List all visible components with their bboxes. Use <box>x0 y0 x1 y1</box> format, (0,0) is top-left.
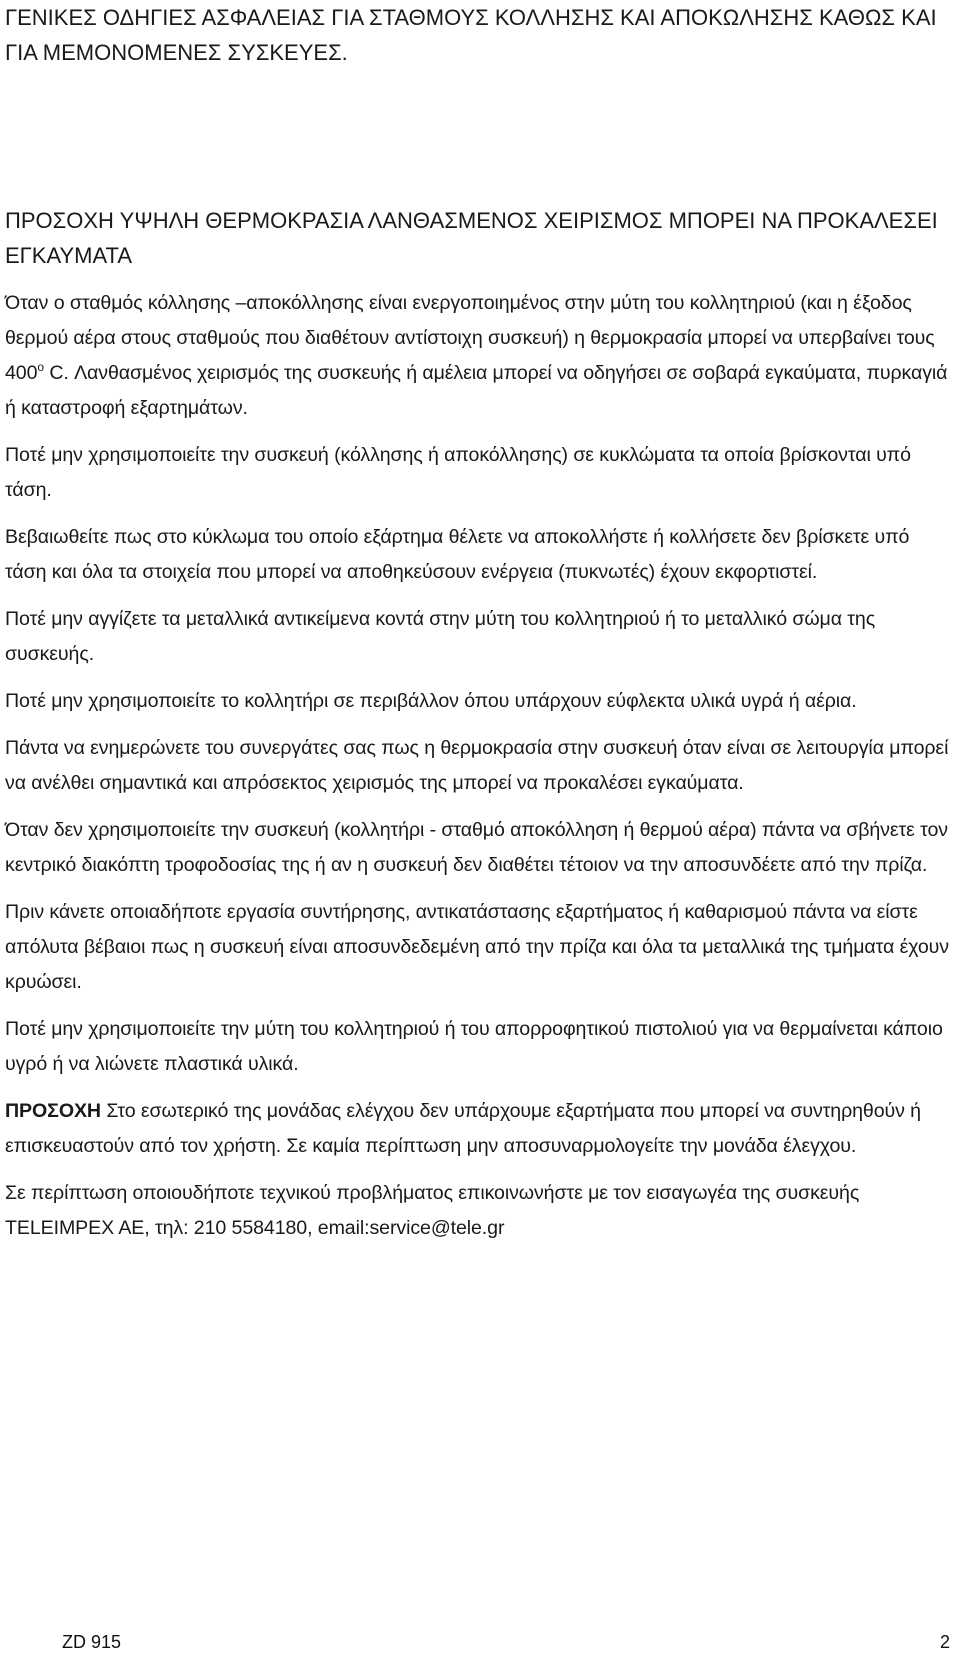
paragraph-temperature <box>5 286 950 426</box>
footer-page-number: 2 <box>939 1632 950 1652</box>
paragraph-no-live-circuits: Ποτέ μην χρησιμοποιείτε την συσκευή (κόλλησης ή αποκόλλησης) σε κυκλώματα τα οποία βρίσκονται υπό τάση. <box>5 444 911 501</box>
paragraph-no-touch-metal: Ποτέ μην αγγίζετε τα μεταλλικά αντικείμενα κοντά στην μύτη του κολλητηριού ή το μεταλλικό σώμα της συσκευής. <box>5 608 876 665</box>
paragraph-switch-off: Όταν δεν χρησιμοποιείτε την συσκευή (κολλητήρι - σταθμό αποκόλληση ή θερμού αέρα) πάντα να σβήνετε τον κεντρικό διακόπτη τροφοδοσίας της ή αν η συσκευή δεν διαθέτει τέτοιον να την αποσυνδέετε από την πρίζα. <box>5 819 948 876</box>
paragraph-contact-importer: Σε περίπτωση οποιουδήποτε τεχνικού προβλήματος επικοινωνήστε με τον εισαγωγέα της συσκευής TELEIMPEX AE, τηλ: 210 5584180, email:service@tele.gr <box>5 1182 860 1239</box>
degree-symbol: ο <box>37 360 44 374</box>
document-page <box>5 0 950 1246</box>
heading-general-safety: ΓΕΝΙΚΕΣ ΟΔΗΓΙΕΣ ΑΣΦΑΛΕΙΑΣ ΓΙΑ ΣΤΑΘΜΟΥΣ ΚΟΛΛΗΣΗΣ ΚΑΙ ΑΠΟΚΩΛΗΣΗΣ ΚΑΘΩΣ ΚΑΙ ΓΙΑ ΜΕΜΟΝΟΜΕΝΕΣ ΣΥΣΚΕΥΕΣ. <box>5 5 937 65</box>
paragraph-verify-no-voltage: Βεβαιωθείτε πως στο κύκλωμα του οποίο εξάρτημα θέλετε να αποκολλήστε ή κολλήσετε δεν βρίσκετε υπό τάση και όλα τα στοιχεία που μπορεί να αποθηκεύσουν ενέργεια (πυκνωτές) έχουν εκφορτιστεί. <box>5 526 910 583</box>
paragraph-inform-coworkers: Πάντα να ενημερώνετε του συνεργάτες σας πως η θερμοκρασία στην συσκευή όταν είναι σε λειτουργία μπορεί να ανέλθει σημαντικά και απρόσεκτος χειρισμός της μπορεί να προκαλέσει εγκαύματα. <box>5 737 949 794</box>
footer-model: ZD 915 <box>62 1632 122 1652</box>
paragraph-maintenance: Πριν κάνετε οποιαδήποτε εργασία συντήρησης, αντικατάστασης εξαρτήματος ή καθαρισμού πάντα να είστε απόλυτα βέβαιοι πως η συσκευή είναι αποσυνδεδεμένη από την πρίζα και όλα τα μεταλλικά της τμήματα έχουν κρυώσει. <box>5 901 949 993</box>
paragraph-temperature-part2: C. Λανθασμένος χειρισμός της συσκευής ή αμέλεια μπορεί να οδηγήσει σε σοβαρά εγκαύματα, πυρκαγιά ή καταστροφή εξαρτημάτων. <box>5 362 948 419</box>
heading-high-temperature-warning: ΠΡΟΣΟΧΗ ΥΨΗΛΗ ΘΕΡΜΟΚΡΑΣΙΑ ΛΑΝΘΑΣΜΕΝΟΣ ΧΕΙΡΙΣΜΟΣ ΜΠΟΡΕΙ ΝΑ ΠΡΟΚΑΛΕΣΕΙ ΕΓΚΑΥΜΑΤΑ <box>5 208 938 268</box>
paragraph-flammable-environment: Ποτέ μην χρησιμοποιείτε το κολλητήρι σε περιβάλλον όπου υπάρχουν εύφλεκτα υλικά υγρά ή αέρια. <box>5 690 857 712</box>
warning-rest: Στο εσωτερικό της μονάδας ελέγχου δεν υπάρχουμε εξαρτήματα που μπορεί να συντηρηθούν ή επισκευαστούν από τον χρήστη. Σε καμία περίπτωση μην αποσυναρμολογείτε την μονάδα έλεγχου. <box>5 1100 921 1157</box>
paragraph-no-heating-liquids: Ποτέ μην χρησιμοποιείτε την μύτη του κολλητηριού ή του απορροφητικού πιστολιού για να θερμαίνεται κάποιο υγρό ή να λιώνετε πλαστικά υλικά. <box>5 1018 943 1075</box>
page-footer <box>0 1632 960 1656</box>
warning-lead: ΠΡΟΣΟΧΗ <box>5 1100 101 1122</box>
paragraph-no-user-serviceable <box>5 1094 950 1164</box>
paragraph-temperature-part1: Όταν ο σταθμός κόλλησης –αποκόλλησης είναι ενεργοποιημένος στην μύτη του κολλητηριού (και η έξοδος θερμού αέρα στους σταθμούς που διαθέτουν αντίστοιχη συσκευή) η θερμοκρασία μπορεί να υπερβαίνει τους 400 <box>5 292 935 384</box>
